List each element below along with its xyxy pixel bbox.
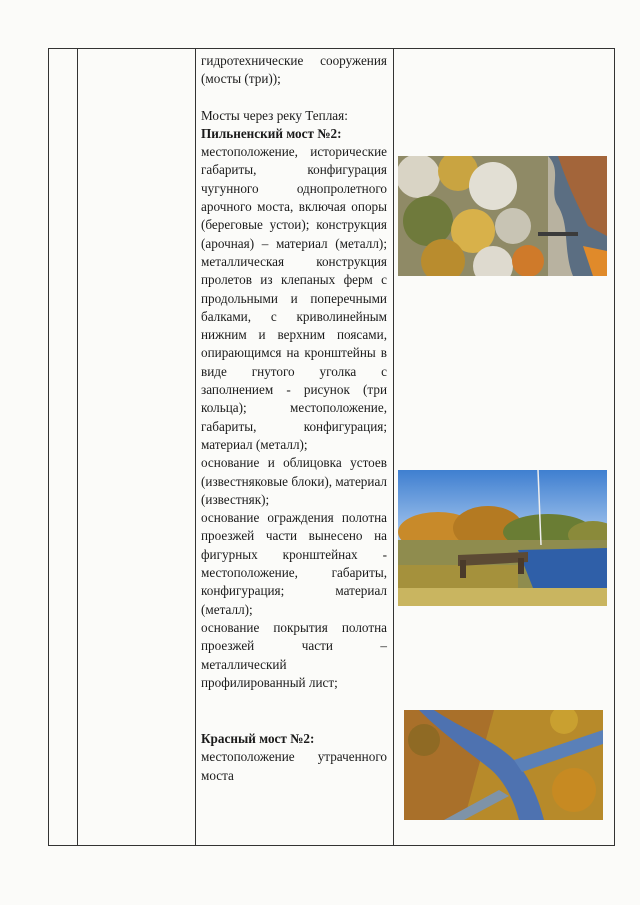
photo-aerial-lost-bridge [404, 710, 603, 820]
rivers-heading: Мосты через реку Теплая: [201, 107, 348, 123]
bridge1-title: Пильненский мост №2: [201, 125, 342, 141]
bridge1-base: основание и облицовка устоев (известняковые блоки), материал (известняк); [201, 455, 387, 507]
description-column [201, 52, 387, 785]
bridge2-description: местоположение утраченного моста [201, 749, 387, 783]
photo-aerial-forest-river [398, 156, 607, 276]
intro-paragraph: гидротехнические сооружения (мосты (три)); [201, 53, 387, 87]
column-divider-3 [393, 49, 394, 845]
bridge1-deck: основание покрытия полотна проезжей части – металлический профилированный лист; [201, 619, 387, 690]
column-divider-1 [77, 49, 78, 845]
bridge1-description: местоположение, исторические габариты, конфигурация чугунного однопролетного арочного моста, включая опоры (береговые устои); конструкция (арочная) – материал (металл); металлическая конструкция пролетов из клепаных ферм с продольными и поперечными балками, с криволинейным нижним и верхним поясами, опирающимся на кронштейны в виде гнутого уголка с заполнением - рисунок (три кольца); местоположение, габариты, конфигурация; материал (металл); [201, 144, 387, 452]
bridge1-railing: основание ограждения полотна проезжей части вынесено на фигурных кронштейнах - местоположение, габариты, конфигурация; материал (металл); [201, 510, 387, 617]
column-divider-2 [195, 49, 196, 845]
bridge2-title: Красный мост №2: [201, 731, 315, 747]
photo-bridge-pond [398, 470, 607, 606]
